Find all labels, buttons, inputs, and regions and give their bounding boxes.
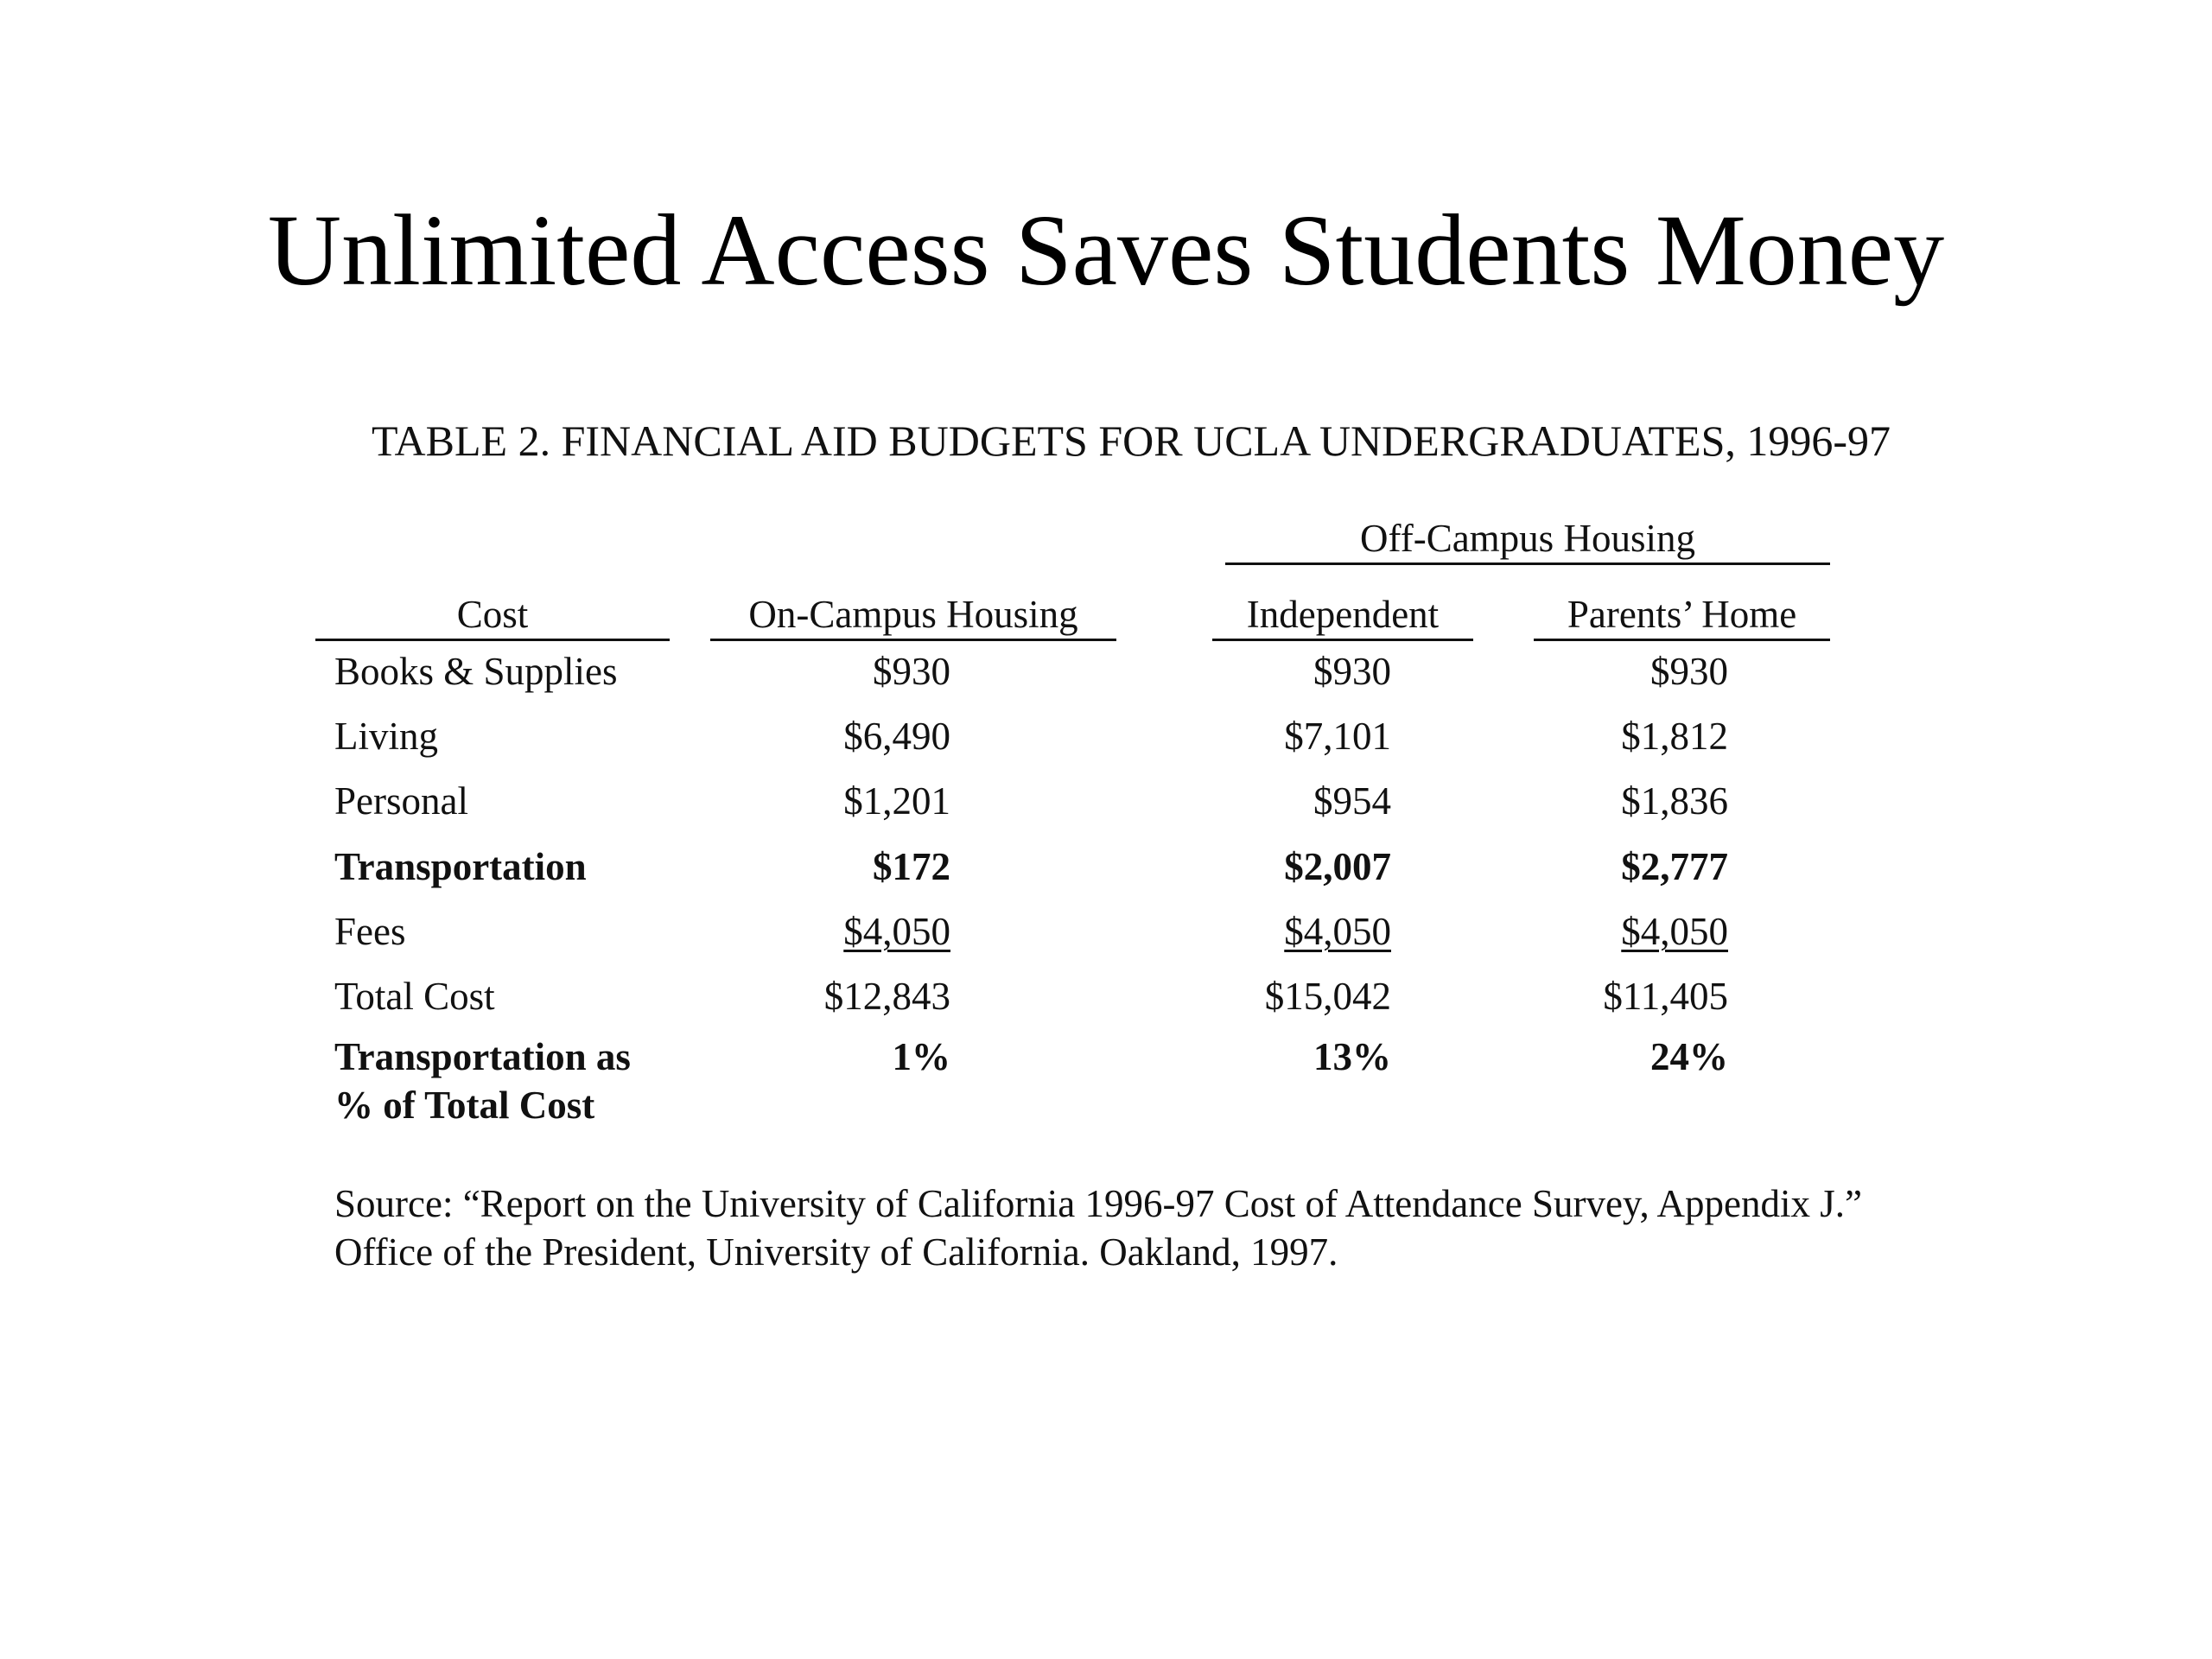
table-row (0, 712, 2212, 772)
independent-value: $7,101 (1284, 715, 1391, 758)
row-label: Transportation (334, 845, 587, 888)
row-label: Books & Supplies (334, 650, 618, 693)
pct-row-label-line1: Transportation as (334, 1035, 631, 1078)
table-row (0, 777, 2212, 837)
row-label: Living (334, 715, 438, 758)
on-campus-value: $930 (873, 650, 950, 693)
on-campus-value: $6,490 (843, 715, 950, 758)
column-header-independent: Independent (1212, 590, 1473, 641)
table-row (0, 907, 2212, 968)
table-row-transport-pct (0, 1033, 2212, 1093)
independent-value: $15,042 (1264, 975, 1391, 1018)
on-campus-value: $12,843 (823, 975, 950, 1018)
parents-home-value: $11,405 (1603, 975, 1728, 1018)
source-citation-line1: Source: “Report on the University of California 1996-97 Cost of Attendance Survey, Appendix J.” (334, 1182, 1862, 1225)
independent-value: $954 (1313, 779, 1391, 823)
parents-home-value: $2,777 (1621, 845, 1728, 888)
source-citation-line2: Office of the President, University of California. Oakland, 1997. (334, 1230, 1338, 1274)
table-row-total (0, 972, 2212, 1033)
column-header-cost: Cost (315, 590, 670, 641)
parents-home-value: $1,836 (1621, 779, 1728, 823)
table-caption: TABLE 2. FINANCIAL AID BUDGETS FOR UCLA UNDERGRADUATES, 1996-97 (372, 416, 1891, 465)
column-header-on-campus: On-Campus Housing (710, 590, 1116, 641)
row-label: Total Cost (334, 975, 495, 1018)
independent-value: $2,007 (1284, 845, 1391, 888)
parents-home-value: $1,812 (1621, 715, 1728, 758)
independent-value: $4,050 (1284, 910, 1391, 953)
table-row-transportation (0, 842, 2212, 903)
table-row (0, 647, 2212, 708)
parents-home-value: $930 (1650, 650, 1728, 693)
row-label: Fees (334, 910, 406, 953)
on-campus-value: $172 (873, 845, 950, 888)
column-header-parents-home: Parents’ Home (1534, 590, 1830, 641)
parents-home-pct: 24% (1650, 1035, 1728, 1078)
on-campus-value: $4,050 (843, 910, 950, 953)
independent-value: $930 (1313, 650, 1391, 693)
on-campus-value: $1,201 (843, 779, 950, 823)
independent-pct: 13% (1313, 1035, 1391, 1078)
parents-home-value: $4,050 (1621, 910, 1728, 953)
pct-row-label-line2: % of Total Cost (334, 1084, 595, 1127)
slide-title: Unlimited Access Saves Students Money (267, 194, 1945, 307)
off-campus-group-header: Off-Campus Housing (1225, 514, 1830, 565)
row-label: Personal (334, 779, 468, 823)
on-campus-pct: 1% (892, 1035, 950, 1078)
